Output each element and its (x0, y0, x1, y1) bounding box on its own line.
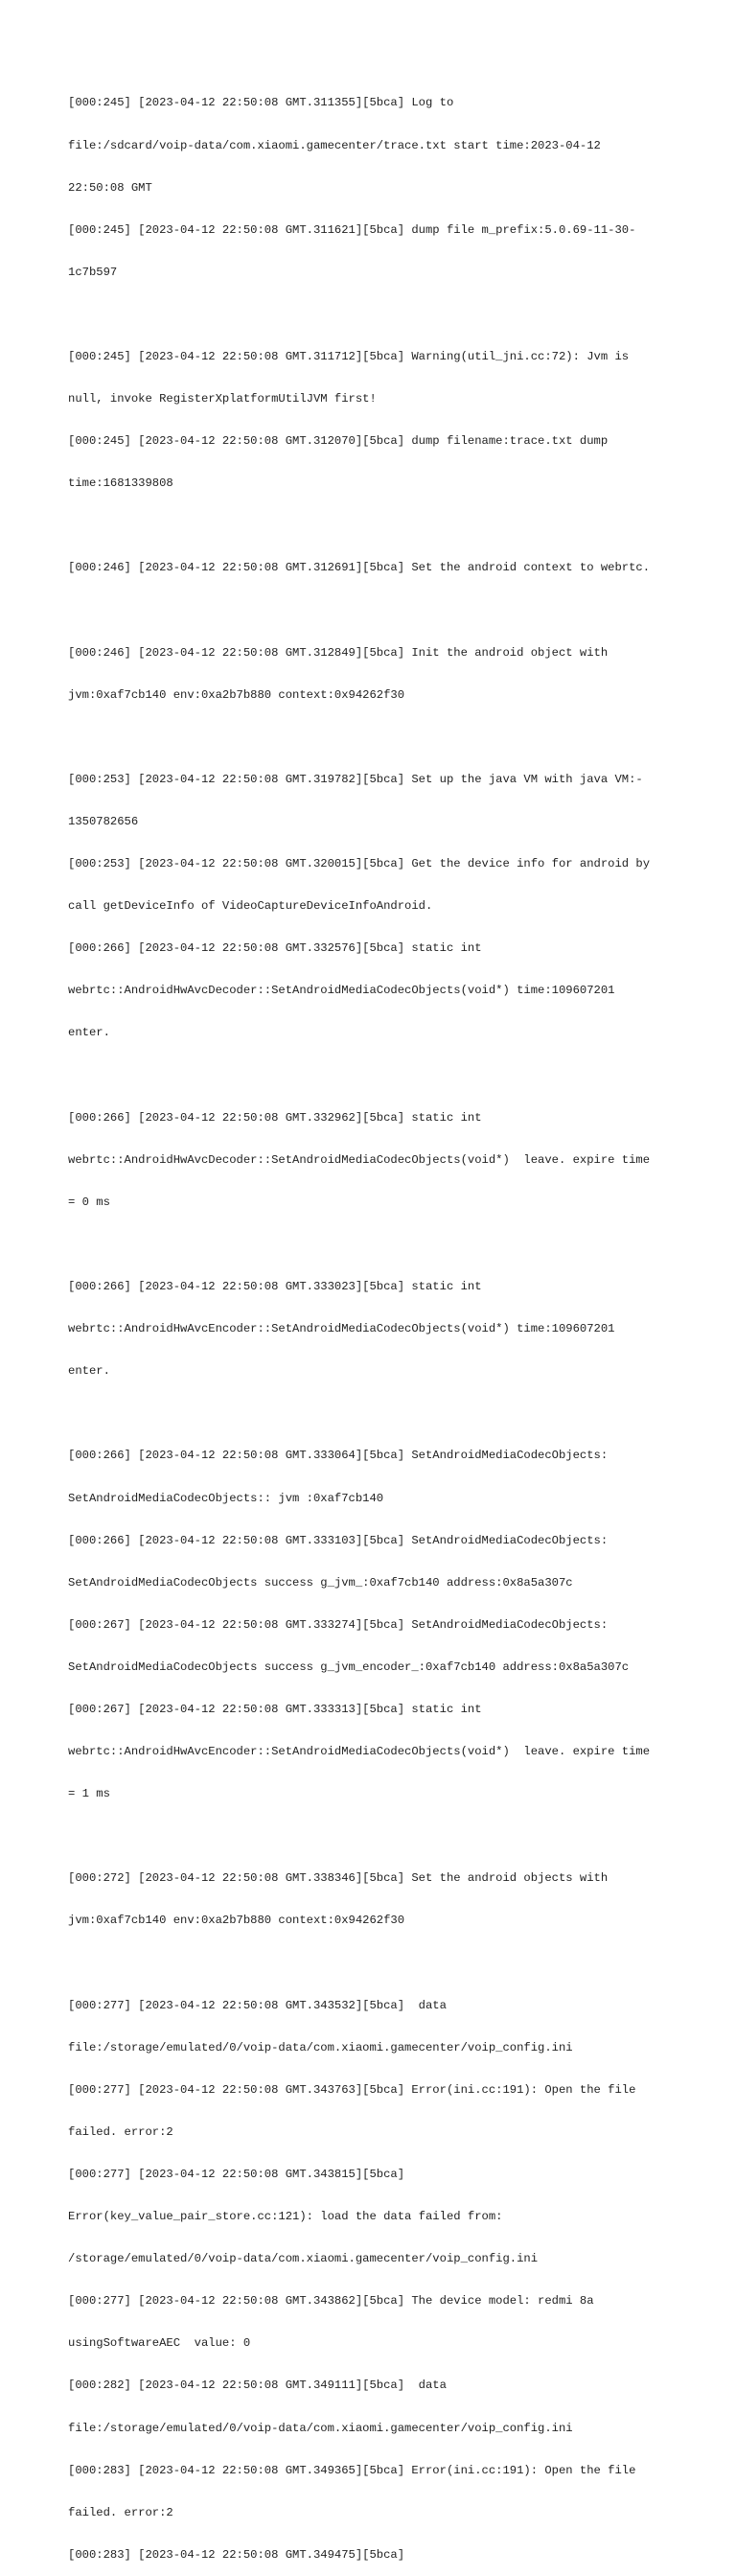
blank-line (68, 1069, 672, 1083)
blank-line (68, 1957, 672, 1971)
log-line: jvm:0xaf7cb140 env:0xa2b7b880 context:0x94262f30 (68, 1914, 405, 1928)
log-line: [000:267] [2023-04-12 22:50:08 GMT.333313][5bca] static int (68, 1702, 482, 1716)
blank-line (68, 1406, 672, 1421)
log-line: 1350782656 (68, 815, 139, 828)
log-line: SetAndroidMediaCodecObjects success g_jvm_encoder_:0xaf7cb140 address:0x8a5a307c (68, 1659, 630, 1674)
blank-line (68, 731, 672, 745)
log-line: [000:267] [2023-04-12 22:50:08 GMT.333274][5bca] SetAndroidMediaCodecObjects: (68, 1617, 609, 1632)
log-line: file:/sdcard/voip-data/com.xiaomi.gamecenter/trace.txt start time:2023-04-12 (68, 138, 601, 152)
log-line: [000:245] [2023-04-12 22:50:08 GMT.311712][5bca] Warning(util_jni.cc:72): Jvm is (68, 349, 630, 363)
log-line: [000:246] [2023-04-12 22:50:08 GMT.312849][5bca] Init the android object with (68, 645, 609, 660)
log-line: webrtc::AndroidHwAvcEncoder::SetAndroidMediaCodecObjects(void*) time:109607201 (68, 1322, 615, 1336)
log-line: failed. error:2 (68, 2124, 173, 2139)
blank-line (68, 308, 672, 322)
log-line: [000:245] [2023-04-12 22:50:08 GMT.311621][5bca] dump file m_prefix:5.0.69-11-30- (68, 222, 636, 237)
log-line: webrtc::AndroidHwAvcEncoder::SetAndroidMediaCodecObjects(void*) leave. expire time (68, 1745, 651, 1759)
log-line: [000:272] [2023-04-12 22:50:08 GMT.338346][5bca] Set the android objects with (68, 1871, 609, 1886)
log-line: enter. (68, 1364, 110, 1379)
log-line: [000:266] [2023-04-12 22:50:08 GMT.332962][5bca] static int (68, 1110, 482, 1125)
log-line: [000:282] [2023-04-12 22:50:08 GMT.349111][5bca] data (68, 2379, 447, 2393)
log-line: [000:277] [2023-04-12 22:50:08 GMT.343862][5bca] The device model: redmi 8a (68, 2294, 594, 2309)
log-line: [000:266] [2023-04-12 22:50:08 GMT.333064][5bca] SetAndroidMediaCodecObjects: (68, 1449, 609, 1463)
log-line: Error(key_value_pair_store.cc:121): load the data failed from: (68, 2210, 503, 2224)
log-line: [000:283] [2023-04-12 22:50:08 GMT.349475][5bca] (68, 2547, 405, 2562)
log-line: enter. (68, 1026, 110, 1040)
log-line: [000:266] [2023-04-12 22:50:08 GMT.333103][5bca] SetAndroidMediaCodecObjects: (68, 1533, 609, 1547)
log-line: usingSoftwareAEC value: 0 (68, 2336, 251, 2351)
log-line: 1c7b597 (68, 265, 118, 279)
log-line: [000:277] [2023-04-12 22:50:08 GMT.343532][5bca] data (68, 1998, 447, 2012)
log-line: [000:277] [2023-04-12 22:50:08 GMT.343763][5bca] Error(ini.cc:191): Open the file (68, 2082, 636, 2097)
log-line: [000:253] [2023-04-12 22:50:08 GMT.320015][5bca] Get the device info for android by (68, 857, 651, 871)
log-line: [000:266] [2023-04-12 22:50:08 GMT.332576][5bca] static int (68, 941, 482, 956)
log-line: failed. error:2 (68, 2505, 173, 2519)
log-line: /storage/emulated/0/voip-data/com.xiaomi.gamecenter/voip_config.ini (68, 2252, 539, 2266)
log-line: [000:283] [2023-04-12 22:50:08 GMT.349365][5bca] Error(ini.cc:191): Open the file (68, 2463, 636, 2477)
log-line: = 0 ms (68, 1195, 110, 1209)
log-line: [000:245] [2023-04-12 22:50:08 GMT.311355][5bca] Log to (68, 96, 454, 110)
log-line: [000:245] [2023-04-12 22:50:08 GMT.312070][5bca] dump filename:trace.txt dump (68, 434, 609, 449)
blank-line (68, 519, 672, 533)
blank-line (68, 604, 672, 618)
log-line: time:1681339808 (68, 476, 173, 491)
log-line: file:/storage/emulated/0/voip-data/com.xiaomi.gamecenter/voip_config.ini (68, 2421, 573, 2435)
log-line: 22:50:08 GMT (68, 180, 152, 195)
log-line: SetAndroidMediaCodecObjects:: jvm :0xaf7cb140 (68, 1491, 384, 1505)
log-line: [000:246] [2023-04-12 22:50:08 GMT.312691][5bca] Set the android context to webrtc. (68, 561, 651, 575)
log-line: [000:277] [2023-04-12 22:50:08 GMT.343815][5bca] (68, 2168, 405, 2181)
log-line: SetAndroidMediaCodecObjects success g_jvm_:0xaf7cb140 address:0x8a5a307c (68, 1575, 573, 1590)
log-line: call getDeviceInfo of VideoCaptureDeviceInfoAndroid. (68, 899, 433, 914)
log-line: null, invoke RegisterXplatformUtilJVM first! (68, 392, 377, 406)
log-line: = 1 ms (68, 1787, 110, 1801)
blank-line (68, 1238, 672, 1252)
log-line: jvm:0xaf7cb140 env:0xa2b7b880 context:0x94262f30 (68, 687, 405, 702)
log-text-block (68, 68, 672, 2576)
log-line: file:/storage/emulated/0/voip-data/com.xiaomi.gamecenter/voip_config.ini (68, 2040, 573, 2054)
blank-line (68, 1829, 672, 1844)
log-line: [000:253] [2023-04-12 22:50:08 GMT.319782][5bca] Set up the java VM with java VM:- (68, 772, 643, 786)
log-line: [000:266] [2023-04-12 22:50:08 GMT.333023][5bca] static int (68, 1280, 482, 1294)
log-line: webrtc::AndroidHwAvcDecoder::SetAndroidMediaCodecObjects(void*) leave. expire time (68, 1152, 651, 1167)
log-line: webrtc::AndroidHwAvcDecoder::SetAndroidMediaCodecObjects(void*) time:109607201 (68, 984, 615, 998)
